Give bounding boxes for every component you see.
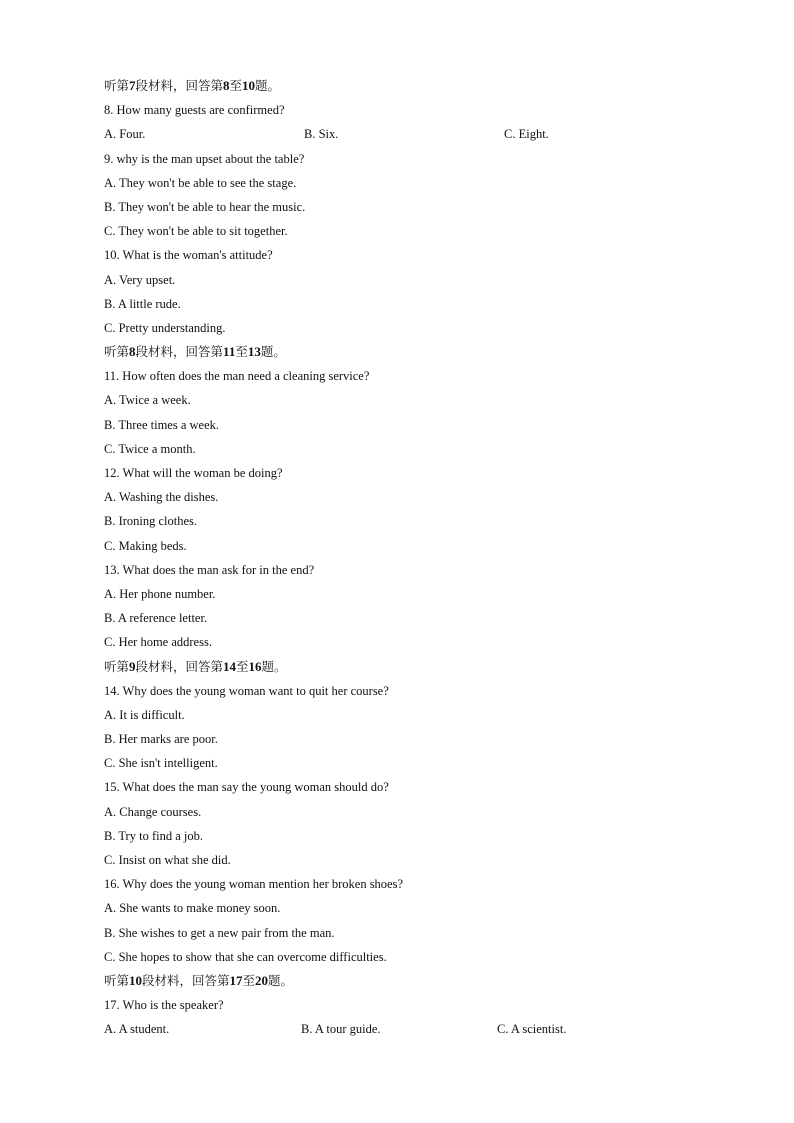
option: C. She isn't intelligent. bbox=[104, 756, 218, 771]
option-row bbox=[104, 1017, 724, 1041]
option: A. A student. bbox=[104, 1022, 170, 1037]
option: A. Washing the dishes. bbox=[104, 490, 219, 505]
option: A. Her phone number. bbox=[104, 586, 216, 601]
option: B. Ironing clothes. bbox=[104, 514, 198, 529]
option: C. Insist on what she did. bbox=[104, 853, 231, 867]
option: A. They won't be able to see the stage. bbox=[104, 175, 297, 190]
option: A. Twice a week. bbox=[104, 393, 191, 408]
option: C. Pretty understanding. bbox=[104, 320, 226, 335]
option: A. Very upset. bbox=[104, 272, 176, 287]
option: B. She wishes to get a new pair from the man. bbox=[104, 925, 335, 940]
question-text: 8. How many guests are confirmed? bbox=[104, 103, 285, 118]
question-text: 10. What is the woman's attitude? bbox=[104, 248, 273, 263]
question-text: 16. Why does the young woman mention her broken shoes? bbox=[104, 877, 404, 892]
option: C. A scientist. bbox=[497, 1022, 567, 1037]
section-heading: 听第9段材料，回答第14至16题。 bbox=[104, 658, 287, 674]
option: A. Four. bbox=[104, 127, 146, 142]
question-text: 11. How often does the man need a cleaning service? bbox=[104, 369, 370, 384]
question-text: 9. why is the man upset about the table? bbox=[104, 151, 305, 166]
question-text: 13. What does the man ask for in the end? bbox=[104, 562, 315, 577]
section-heading: 听第7段材料，回答第8至10题。 bbox=[104, 78, 281, 93]
option: A. It is difficult. bbox=[104, 707, 185, 722]
option: B. They won't be able to hear the music. bbox=[104, 199, 306, 214]
section-heading: 听第8段材料，回答第11至13题。 bbox=[104, 344, 286, 360]
option-row bbox=[104, 122, 724, 146]
option: C. She hopes to show that she can overcome difficulties. bbox=[104, 949, 387, 964]
question-text: 17. Who is the speaker? bbox=[104, 998, 224, 1013]
option: C. Twice a month. bbox=[104, 441, 196, 456]
section-heading: 听第10段材料，回答第17至20题。 bbox=[104, 972, 294, 988]
option: B. Six. bbox=[304, 127, 339, 142]
option: B. A tour guide. bbox=[301, 1022, 381, 1037]
option: B. A little rude. bbox=[104, 296, 181, 311]
option: C. Making beds. bbox=[104, 538, 187, 553]
question-text: 15. What does the man say the young woman should do? bbox=[104, 780, 389, 795]
document-page bbox=[104, 74, 724, 1042]
option: B. Try to find a job. bbox=[104, 828, 203, 843]
option: C. Eight. bbox=[504, 127, 549, 142]
question-text: 12. What will the woman be doing? bbox=[104, 466, 283, 480]
option: B. A reference letter. bbox=[104, 611, 208, 626]
option: C. Her home address. bbox=[104, 635, 212, 650]
option: B. Three times a week. bbox=[104, 417, 220, 432]
option: A. Change courses. bbox=[104, 804, 202, 819]
option: A. She wants to make money soon. bbox=[104, 901, 281, 916]
option: C. They won't be able to sit together. bbox=[104, 224, 288, 239]
question-text: 14. Why does the young woman want to quit her course? bbox=[104, 683, 389, 698]
option: B. Her marks are poor. bbox=[104, 732, 218, 747]
